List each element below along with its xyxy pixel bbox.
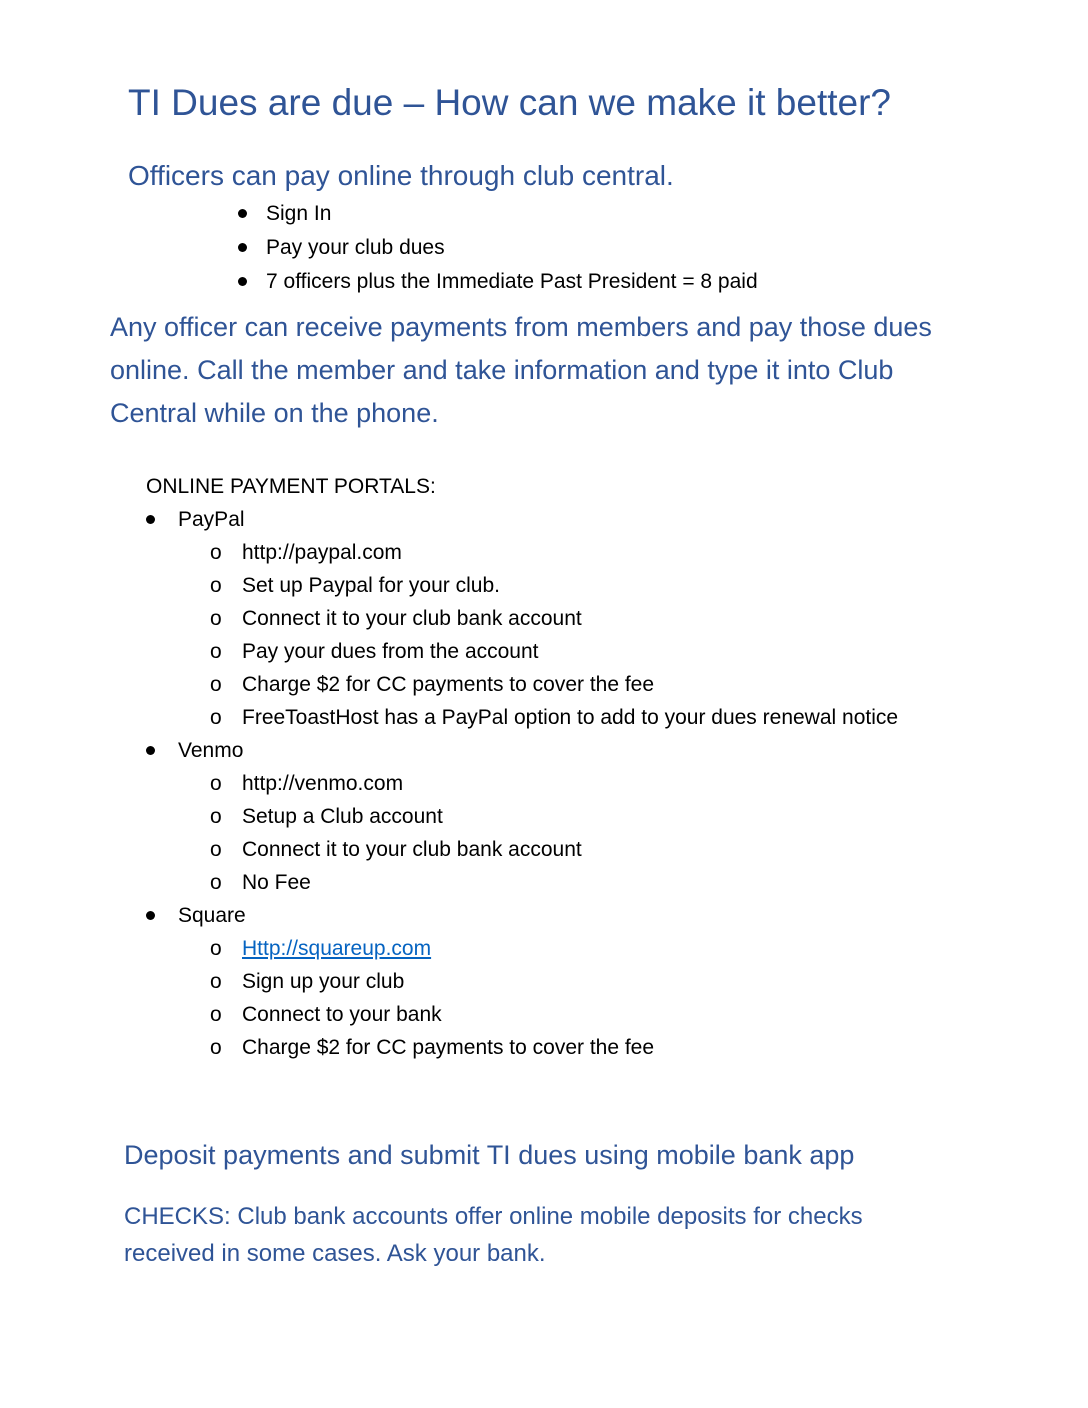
list-item — [178, 767, 926, 800]
list-item — [236, 265, 758, 299]
list-item-text: FreeToastHost has a PayPal option to add to your dues renewal notice — [242, 706, 899, 729]
circle-bullet-icon: o — [210, 673, 222, 696]
payment-portals-list — [146, 503, 926, 1064]
circle-bullet-icon: o — [210, 838, 222, 861]
list-item — [178, 536, 926, 569]
list-item — [178, 635, 926, 668]
list-item-text: Setup a Club account — [242, 805, 443, 828]
officer-paragraph: Any officer can receive payments from members and pay those dues online. Call the member and take information and type it into Club Central while on the phone. — [110, 312, 932, 428]
circle-bullet-icon: o — [210, 574, 222, 597]
list-item-text: Connect it to your club bank account — [242, 607, 582, 630]
list-item — [178, 866, 926, 899]
circle-bullet-icon: o — [210, 937, 222, 960]
circle-bullet-icon: o — [210, 970, 222, 993]
list-item — [178, 932, 926, 965]
bullet-icon — [238, 243, 247, 252]
circle-bullet-icon: o — [210, 640, 222, 663]
circle-bullet-icon: o — [210, 541, 222, 564]
officers-heading: Officers can pay online through club central. — [128, 160, 674, 191]
list-item-text: Pay your club dues — [266, 236, 445, 259]
list-item-text: Charge $2 for CC payments to cover the fee — [242, 1036, 655, 1059]
list-item-text: Sign up your club — [242, 970, 405, 993]
list-item — [178, 602, 926, 635]
circle-bullet-icon: o — [210, 1003, 222, 1026]
list-item-text: Sign In — [266, 202, 332, 225]
circle-bullet-icon: o — [210, 805, 222, 828]
portal-name: PayPal — [178, 508, 245, 531]
circle-bullet-icon: o — [210, 772, 222, 795]
list-item-text: Charge $2 for CC payments to cover the fee — [242, 673, 655, 696]
list-item — [236, 231, 758, 265]
portal-paypal — [146, 503, 926, 734]
portals-heading: ONLINE PAYMENT PORTALS: — [146, 475, 436, 498]
list-item-text: Connect to your bank — [242, 1003, 442, 1026]
bullet-icon — [238, 209, 247, 218]
squareup-link[interactable]: Http://squareup.com — [242, 937, 432, 960]
portal-steps — [178, 536, 926, 734]
list-item — [178, 800, 926, 833]
list-item — [178, 668, 926, 701]
bullet-icon — [146, 746, 155, 755]
bullet-icon — [146, 911, 155, 920]
list-item — [178, 701, 926, 734]
list-item — [178, 1031, 926, 1064]
portal-venmo — [146, 734, 926, 899]
portal-steps — [178, 932, 926, 1064]
portal-name: Square — [178, 904, 246, 927]
circle-bullet-icon: o — [210, 607, 222, 630]
portal-square — [146, 899, 926, 1064]
officer-steps-list — [236, 197, 758, 299]
circle-bullet-icon: o — [210, 1036, 222, 1059]
list-item-text: No Fee — [242, 871, 311, 894]
circle-bullet-icon: o — [210, 706, 222, 729]
list-item — [178, 965, 926, 998]
list-item-text: 7 officers plus the Immediate Past President = 8 paid — [266, 270, 758, 293]
checks-paragraph: CHECKS: Club bank accounts offer online mobile deposits for checks received in some cases. Ask your bank. — [124, 1203, 863, 1267]
portal-steps — [178, 767, 926, 899]
list-item-text: Set up Paypal for your club. — [242, 574, 500, 597]
page-title: TI Dues are due – How can we make it better? — [128, 82, 891, 123]
deposit-heading: Deposit payments and submit TI dues using mobile bank app — [124, 1140, 855, 1170]
list-item-text: http://venmo.com — [242, 772, 404, 795]
bullet-icon — [146, 515, 155, 524]
list-item — [236, 197, 758, 231]
list-item — [178, 998, 926, 1031]
circle-bullet-icon: o — [210, 871, 222, 894]
list-item-text: http://paypal.com — [242, 541, 402, 564]
portal-name: Venmo — [178, 739, 244, 762]
bullet-icon — [238, 277, 247, 286]
list-item — [178, 569, 926, 602]
list-item-text: Connect it to your club bank account — [242, 838, 582, 861]
list-item-text: Pay your dues from the account — [242, 640, 539, 663]
list-item — [178, 833, 926, 866]
